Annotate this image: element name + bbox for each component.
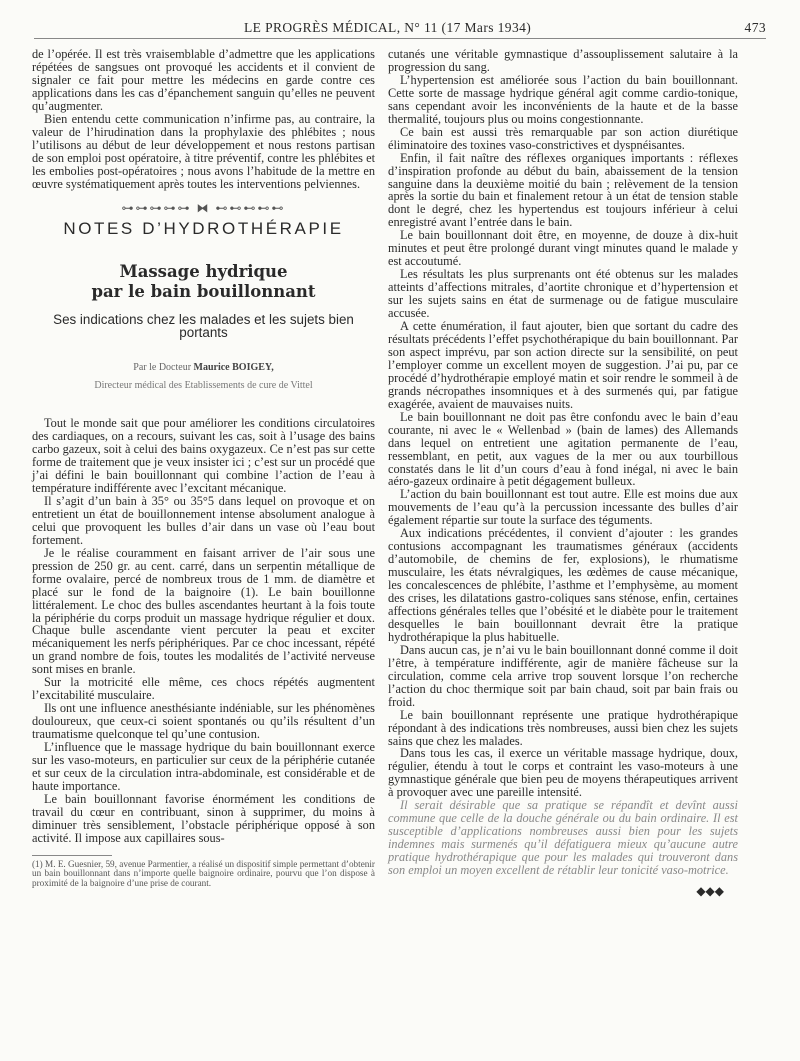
end-ornament: ◆◆◆ — [696, 884, 724, 898]
paragraph: Aux indications précédentes, il convient d’ajouter : les grandes contusions accompagnant les traumatismes généraux (accidents d’automobile, de chemins de fer, explosions), le rhumatisme musculaire, les états névralgiques, les œdèmes de cause mécanique, les concalescences de phlébite, l’asthme et l’emphysème, au moment des crises, les dilatations gastro-coliques sans sténose, enfin, certaines affections générales telles que l’obésité et le diabète pour le traitement desquelles le bain bouillonnant devrait être la pratique hydrothérapique la plus habituelle. — [388, 526, 738, 644]
paragraph: Sur la motricité elle même, ces chocs répétés augmentent l’excitabilité musculaire. — [32, 675, 375, 703]
right-column — [388, 48, 738, 898]
author-name: Maurice BOIGEY, — [193, 362, 274, 374]
article-title-line-2: par le bain bouillonnant — [91, 282, 316, 302]
paragraph: Le bain bouillonnant ne doit pas être confondu avec le bain d’eau courante, ni avec le « Wellenbad » (bain de lames) des Allemands dans lequel on entretient une agitation permanente de l’eau, ressemblant, en petit, aux vagues de la mer ou aux tourbillous constatés dans le lit d’un cours d’eau à fond inégal, ni avec le bain aéro-gazeux ordinaire à petit dégagement bulleux. — [388, 409, 738, 489]
paragraph: Les résultats les plus surprenants ont été obtenus sur les malades atteints d’affections mitrales, d’aortite chronique et d’hypertension et sur les sujets sains en état de surmenage ou de fatigue musculaire accusée. — [388, 267, 738, 321]
paragraph: Il s’agit d’un bain à 35° ou 35°5 dans lequel on provoque et on entretient un état de bouillonnement intense absolument analogue à celui que provoquent les bulles d’air dans un vase où l’eau bout fortement. — [32, 493, 375, 547]
journal-title: LE PROGRÈS MÉDICAL, N° 11 (17 Mars 1934) — [244, 20, 532, 35]
article-title-line-1: Massage hydrique — [119, 262, 288, 282]
paragraph: cutanés une véritable gymnastique d’assouplissement salutaire à la progression du sang. — [388, 47, 738, 74]
paragraph: Je le réalise couramment en faisant arriver de l’air sous une pression de 250 gr. au cent. carré, dans un serpentin métallique de forme ovalaire, percé de nombreux trous de 1 mm. de diamètre et placé sur le fond de la baignoire (1). Le bain bouillonne littéralement. Le choc des bulles ascendantes heurtant à la fois toute la périphérie du corps produit un massage hydrique régulier et doux. Chaque bulle ascendante vient percuter la peau et exciter mécaniquement les nerfs périphériques. Par ce choc incessant, répété un grand nombre de fois, toutes les modalités de l’activité nerveuse sont mises en branle. — [32, 545, 375, 677]
paragraph: L’action du bain bouillonnant est tout autre. Elle est moins due aux mouvements de l’eau qu’à la percussion incessante des bulles d’air également répartie sur toute la surface des téguments. — [388, 487, 738, 528]
paragraph: A cette énumération, il faut ajouter, bien que sortant du cadre des résultats précédents l’effet psychothérapique du bain bouillonnant. Par son aspect imprévu, par son action directe sur la sensibilité, on peut l’employer comme un excellent moyen de suggestion. J’ai pu, par ce procédé d’hydrothérapie employé matin et soir rendre le sommeil à de grands nécropathes insomniques et à des surmenés qui, par fatigue exagérée, avaient de mauvaises nuits. — [388, 319, 738, 411]
section-heading: NOTES D’HYDROTHÉRAPIE — [63, 219, 344, 239]
paragraph: Ils ont une influence anesthésiante indéniable, sur les phénomènes douloureux, que ceux-ci soient spontanés ou qu’ils résultent d’un traumatisme quelconque tel qu’une contusion. — [32, 701, 375, 742]
author-byline — [32, 362, 375, 375]
paragraph: Le bain bouillonnant favorise énormément les conditions de travail du cœur en contribuant, sinon à supprimer, du moins à diminuer très sensiblement, l’obstacle périphérique opposé à son activité. Il impose aux capillaires sous- — [32, 791, 375, 845]
paragraph: Dans aucun cas, je n’ai vu le bain bouillonnant donné comme il doit l’être, à température indifférente, agir de manière fâcheuse sur la circulation, comme cela arrive trop souvent lorsque l’on recherche l’action du choc thermique soit par bain chaud, soit par bain frais ou froid. — [388, 642, 738, 709]
page-number: 473 — [744, 20, 766, 35]
paragraph: Bien entendu cette communication n’infirme pas, au contraire, la valeur de l’hirudination dans la prophylaxie des phlébites ; nous l’utilisons au début de leur développement et nous restons partisan de son emploi post opératoire, à titre préventif, contre les phlébites et les embolies post-opératoires ; nous avons l’habitude de la mettre en œuvre systématiquement après toutes les interventions pelviennes. — [32, 111, 375, 191]
paragraph: Le bain bouillonnant doit être, en moyenne, de douze à dix-huit minutes et peut être prolongé durant vingt minutes quand le malade y est accoutumé. — [388, 228, 738, 269]
paragraph: Enfin, il fait naître des réflexes organiques importants : réflexes d’inspiration profonde au début du bain, abaissement de la tension sanguine dans la deuxième moitié du bain ; relèvement de la tension après la sortie du bain et finalement retour à un état de tension stable dont le degré, chez les hypertendus est toujours inférieur à celui enregistré avant l’entrée dans le bain. — [388, 150, 738, 230]
byline-prefix: Par le Docteur — [133, 362, 194, 374]
paragraph: Ce bain est aussi très remarquable par son action diurétique éliminatoire des toxines vaso-constrictives et dyspnéisantes. — [388, 124, 738, 152]
footnote: (1) M. E. Guesnier, 59, avenue Parmentier, a réalisé un dispositif simple permettant d’obtenir un bain bouillonnant dans n’importe quelle baignoire ordinaire, pourvu que l’on dispose à proximité de la baignoire d’une prise de courant. — [32, 858, 375, 889]
left-column — [32, 48, 375, 889]
footnote-divider — [32, 855, 112, 856]
paragraph: L’influence que le massage hydrique du bain bouillonnant exerce sur les vaso-moteurs, en particulier sur ceux de la périphérie cutanée et sur ceux de la circulation intra-abdominale, est considérable et de haute importance. — [32, 740, 375, 793]
paragraph: Le bain bouillonnant représente une pratique hydrothérapique répondant à des indications très nombreuses, aussi bien chez les sujets sains que chez les malades. — [388, 707, 738, 748]
paragraph: Dans tous les cas, il exerce un véritable massage hydrique, doux, régulier, étendu à tout le corps et contraint les vaso-moteurs à une gymnastique générale que bien peu de moyens thérapeutiques arrivent à provoquer avec une pareille intensité. — [388, 746, 738, 800]
author-affiliation: Directeur médical des Etablissements de cure de Vittel — [94, 380, 313, 392]
paragraph: de l’opérée. Il est très vraisemblable d’admettre que les applications répétées de sangsues ont provoqué les accidents et il convient de signaler ce fait pour mettre les médecins en garde contre ces applications dans les cas d’épanchement sanguin qu’elles ne peuvent qu’augmenter. — [32, 47, 375, 113]
article-subtitle: Ses indications chez les malades et les sujets bien portants — [53, 312, 354, 341]
paragraph: L’hypertension est améliorée sous l’action du bain bouillonnant. Cette sorte de massage hydrique général agit comme cardio-tonique, sans cependant avoir les inconvénients de la haute et de la basse thermalité, toujours plus ou moins congestionnante. — [388, 72, 738, 126]
running-header — [34, 18, 766, 39]
section-ornament: ⊶⊶⊶⊶⊶ ⧓ ⊷⊷⊷⊷⊷ — [121, 201, 286, 216]
paragraph: Tout le monde sait que pour améliorer les conditions circulatoires des cardiaques, on a recours, suivant les cas, soit à l’usage des bains carbo gazeux, soit à celui des bains oxygazeux. Ce n’est pas sur cette forme de traitement que je veux insister ici ; c’est sur un procédé que j’ai défini le bain bouillonnant qui combine l’action de l’eau à température indifférente avec l’excitant mécanique. — [32, 416, 375, 495]
closing-paragraph: Il serait désirable que sa pratique se répandît et devînt aussi commune que celle de la douche générale ou du bain ordinaire. Il est susceptible d’applications nombreuses aussi bien pour les sujets indemnes mais surmenés qu’il défatiguera mieux qu’aucune autre pratique hydrothérapique que pour les malades qui trouveront dans son emploi un moyen excellent de rétablir leur tonicité vaso-motrice. — [388, 798, 738, 878]
